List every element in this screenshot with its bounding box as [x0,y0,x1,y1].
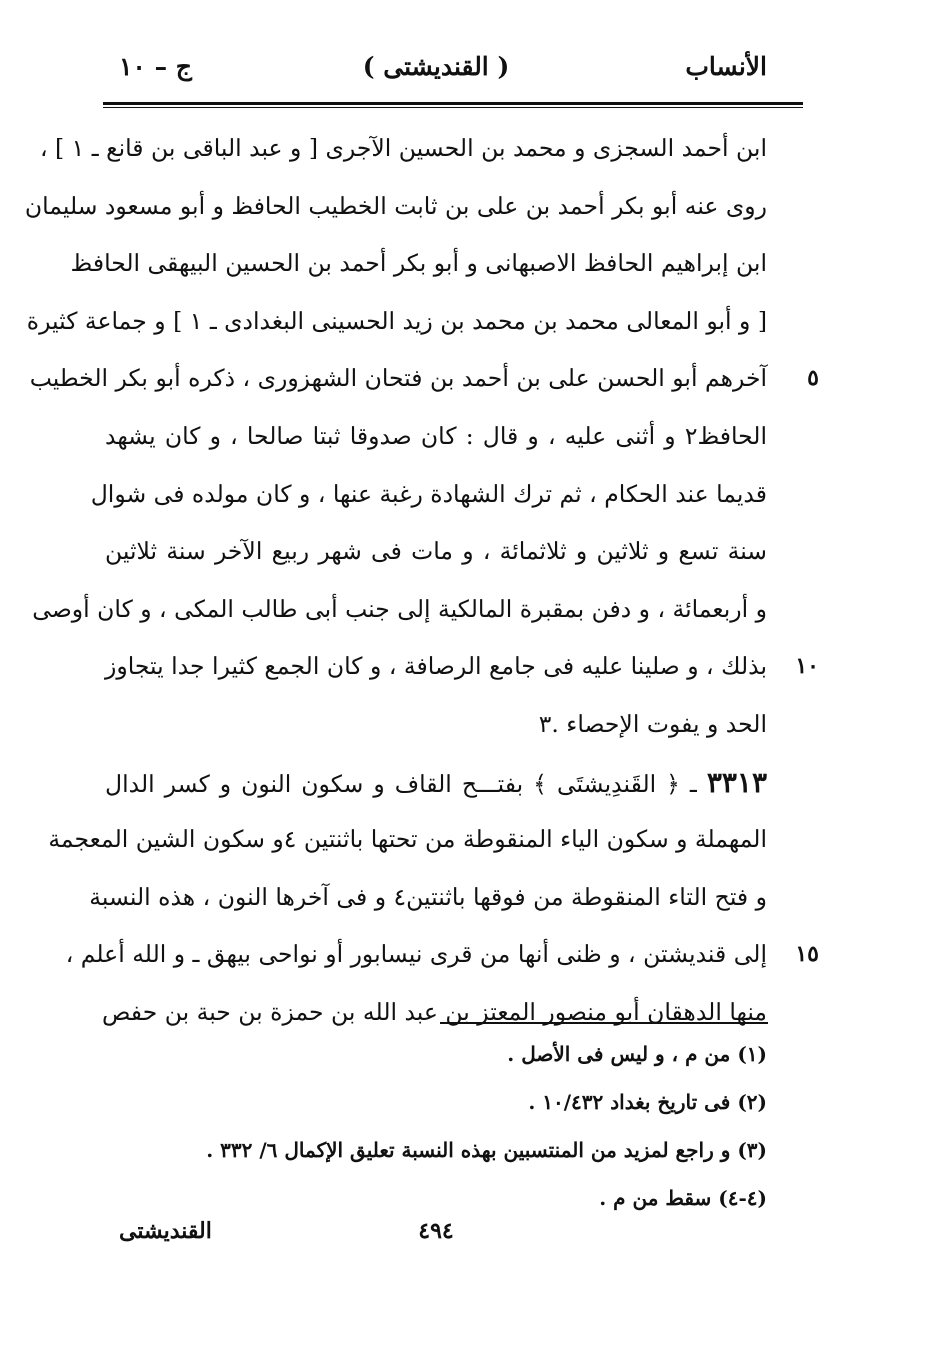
line-number: ١٠ [795,653,819,680]
catchword: القنديشتى [119,1218,212,1244]
line-text: روى عنه أبو بكر أحمد بن على بن ثابت الخطيب الحافظ و أبو مسعود سليمان [24,191,767,220]
line-text: و فتح التاء المنقوطة من فوقها باثنتين٤ و فى آخرها النون ، هذه النسبة [89,882,767,911]
header-volume: ج – ١٠ [119,52,192,81]
page-number: ٤٩٤ [418,1218,454,1244]
text-line [48,811,767,869]
text-line [32,581,767,639]
line-number: ١٥ [795,941,819,968]
text-line [105,754,767,812]
text-line [70,235,767,293]
line-text: إلى قنديشتن ، و ظنى أنها من قرى نيسابور أو نواحى بيهق ـ و الله أعلم ، [65,940,767,969]
line-text: سنة تسع و ثلاثين و ثلاثمائة ، و مات فى شهر ربيع الآخر سنة ثلاثين [105,537,767,566]
line-text: الحافظ٢ و أثنى عليه ، و قال : كان صدوقا ثبتا صالحا ، و كان يشهد [105,421,767,450]
entry-number: ٣٣١٣ [706,765,767,799]
page-header [105,52,767,92]
footnote: (٣) و راجع لمزيد من المنتسبين بهذه النسبة تعليق الإكمال ٦/ ٣٣٢ . [206,1138,767,1162]
text-line [105,408,767,466]
header-book-title: الأنساب [685,52,767,81]
footnote: (١) من م ، و ليس فى الأصل . [507,1042,767,1066]
header-rule-thin [103,107,803,108]
line-text: الحد و يفوت الإحصاء .٣ [538,709,767,738]
main-text [24,120,819,1042]
text-line [105,523,767,581]
line-text: ـ ﴿ القَندِيشتَى ﴾ بفتـــح القاف و سكون النون و كسر الدال [105,769,697,798]
text-line [29,350,819,408]
footnote: (٤-٤) سقط من م . [599,1186,767,1210]
page-footer [105,1218,767,1258]
line-text: المهملة و سكون الياء المنقوطة من تحتها باثنتين ٤و سكون الشين المعجمة [48,825,767,854]
text-line [89,869,767,927]
text-line [39,120,767,178]
footnote-separator [440,1022,768,1024]
line-text: قديما عند الحكام ، ثم ترك الشهادة رغبة عنها ، و كان مولده فى شوال [90,479,767,508]
line-text: بذلك ، و صلينا عليه فى جامع الرصافة ، و كان الجمع كثيرا جدا يتجاوز [105,652,767,681]
line-text: آخرهم أبو الحسن على بن أحمد بن فتحان الشهزورى ، ذكره أبو بكر الخطيب [29,364,767,393]
footnotes [105,1030,767,1222]
line-text: ابن إبراهيم الحافظ الاصبهانى و أبو بكر أحمد بن الحسين البيهقى الحافظ [70,249,767,278]
header-entry-title: ( القنديشتى ) [362,52,510,81]
text-line [105,696,767,754]
text-line [105,638,819,696]
line-text: [ و أبو المعالى محمد بن محمد بن زيد الحسينى البغدادى ـ ١ ] و جماعة كثيرة [26,306,767,335]
header-rule [103,102,803,105]
line-text: ابن أحمد السجزى و محمد بن الحسين الآجرى [ و عبد الباقى بن قانع ـ ١ ] ، [39,134,767,162]
text-line [24,178,767,236]
line-number: ٥ [807,365,819,392]
text-line [65,926,819,984]
text-line [26,293,767,351]
line-text: منها الدهقان أبو منصور المعتز بن عبد الله بن حمزة بن حبة بن حفص [102,997,767,1026]
line-text: و أربعمائة ، و دفن بمقبرة المالكية إلى جنب أبى طالب المكى ، و كان أوصى [32,594,767,623]
footnote: (٢) فى تاريخ بغداد ١٠/٤٣٢ . [528,1090,767,1114]
text-line [90,466,767,524]
